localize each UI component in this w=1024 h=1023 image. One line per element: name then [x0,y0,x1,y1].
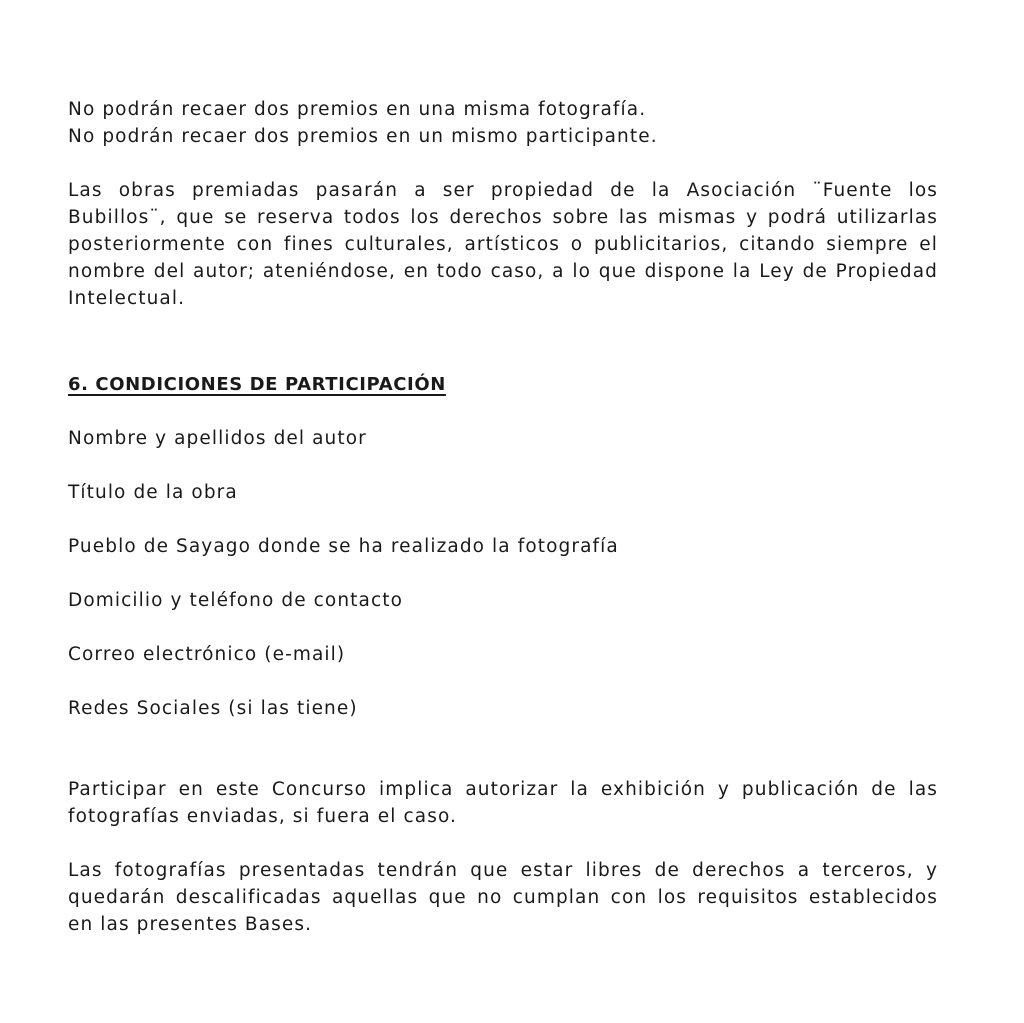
field-village: Pueblo de Sayago donde se ha realizado la fotografía [68,536,619,557]
field-work-title: Título de la obra [68,482,238,503]
authorization-paragraph: Participar en este Concurso implica autorizar la exhibición y publicación de las fotografías enviadas, si fuera el caso. [68,779,938,827]
field-social-networks: Redes Sociales (si las tiene) [68,698,358,719]
field-email: Correo electrónico (e-mail) [68,644,346,665]
field-author-name: Nombre y apellidos del autor [68,428,367,449]
document-body [68,96,938,938]
rights-paragraph: Las fotografías presentadas tendrán que estar libres de derechos a terceros, y quedarán descalificadas aquellas que no cumplan con los requisitos establecidos en las presentes Bases. [68,860,938,935]
section-heading: 6. CONDICIONES DE PARTICIPACIÓN [68,374,446,395]
ownership-paragraph: Las obras premiadas pasarán a ser propiedad de la Asociación ¨Fuente los Bubillos¨, que se reserva todos los derechos sobre las mismas y podrá utilizarlas posteriormente con fines culturales, artísticos o publicitarios, citando siempre el nombre del autor; ateniéndose, en todo caso, a lo que dispone la Ley de Propiedad Intelectual. [68,180,938,309]
participation-fields-list [68,425,938,722]
field-address-phone: Domicilio y teléfono de contacto [68,590,404,611]
rule-one-prize-per-photo: No podrán recaer dos premios en una misma fotografía. [68,99,647,120]
rule-one-prize-per-participant: No podrán recaer dos premios en un mismo participante. [68,126,658,147]
